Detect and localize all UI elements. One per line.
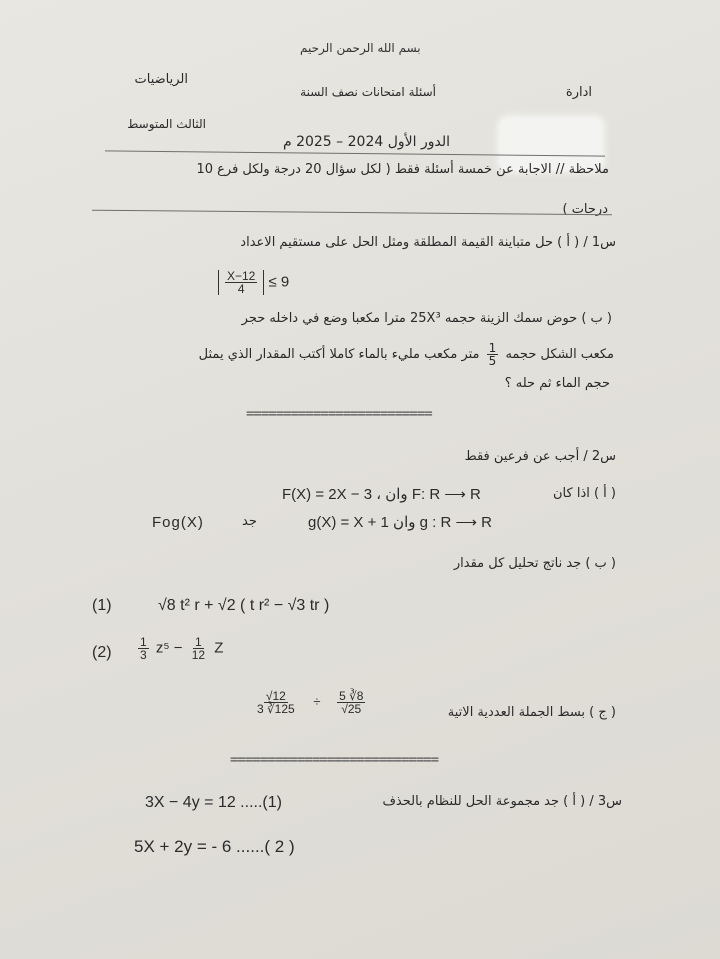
ineq-denominator: 4 — [237, 282, 245, 296]
q2-a-f-definition: F(X) = 2X − 3 ، وان F: R ⟶ R — [282, 486, 481, 503]
exam-title: أسئلة امتحانات نصف السنة — [300, 85, 436, 99]
b2-frac1-den: 3 — [140, 648, 147, 662]
q2-b2-number: (2) — [92, 644, 112, 661]
b2-mid: z⁵ − — [155, 639, 183, 657]
c-num1: √12 — [265, 689, 286, 703]
note-line-1: ملاحظة // الاجابة عن خمسة أسئلة فقط ( لكل سؤال 20 درجة ولكل فرع 10 — [196, 162, 609, 177]
q1-part-b-line1: ( ب ) حوض سمك الزينة حجمه 25X³ مترا مكعبا وضع في داخله حجر — [241, 311, 612, 326]
q2-c-title: ( ج ) بسط الجملة العددية الاتية — [447, 705, 616, 720]
q2-a-label: ( أ ) اذا كان — [553, 486, 616, 501]
c-den2: √25 — [341, 702, 362, 716]
q2-b1-expression — [158, 598, 329, 614]
q3-title: س3 / ( أ ) جد مجموعة الحل للنظام بالحذف — [382, 794, 622, 809]
separator-1: ========================= — [246, 406, 432, 422]
q1-part-a: س1 / ( أ ) حل متباينة القيمة المطلقة ومثل الحل على مستقيم الاعداد — [240, 235, 616, 250]
q2-b-title: ( ب ) جد ناتج تحليل كل مقدار — [453, 556, 616, 571]
subject-label: الرياضيات — [134, 72, 188, 87]
q1-b-line2-pre: مكعب الشكل حجمه — [505, 347, 614, 362]
q1-b-frac-num: 1 — [488, 341, 497, 355]
q2-a-fog: Fog(X) — [152, 514, 204, 531]
ineq-numerator: X−12 — [227, 269, 256, 283]
c-den1: 3 ∛125 — [257, 702, 295, 716]
admin-label: ادارة — [565, 85, 592, 100]
q2-title: س2 / أجب عن فرعين فقط — [464, 449, 616, 464]
ineq-rhs: ≤ 9 — [268, 273, 290, 291]
q2-c-expression — [252, 690, 368, 715]
grade-label: الثالث المتوسط — [127, 117, 206, 131]
q1-part-b-line2 — [124, 342, 614, 367]
q2-b1-sqrt8: √8 — [158, 597, 176, 614]
q1-b-line2-post: متر مكعب مليء بالماء كاملا أكتب المقدار الذي يمثل — [198, 347, 480, 362]
q1-part-b-line3: حجم الماء ثم حله ؟ — [504, 376, 610, 391]
q1-b-frac-den: 5 — [488, 354, 497, 368]
b2-frac2-num: 1 — [195, 635, 202, 649]
basmala: بسم الله الرحمن الرحيم — [300, 41, 421, 55]
q2-b2-expression — [135, 636, 223, 661]
c-num2: 5 ∛8 — [339, 689, 364, 703]
c-divide: ÷ — [313, 693, 321, 709]
b2-end: Z — [214, 639, 224, 657]
q2-a-find-label: جد — [242, 514, 257, 529]
q2-a-g-definition: g(X) = X + 1 وان g : R ⟶ R — [308, 514, 493, 531]
q3-equation-2: 5X + 2y = - 6 ......( 2 ) — [134, 837, 295, 856]
q2-b1-number: (1) — [92, 597, 112, 614]
session-label: الدور الأول 2024 – 2025 م — [282, 134, 450, 150]
b2-frac2-den: 12 — [191, 648, 206, 662]
q1-inequality — [218, 270, 289, 295]
separator-2: ============================ — [230, 752, 439, 768]
q3-equation-1: 3X − 4y = 12 .....(1) — [145, 794, 282, 811]
note-line-2: درجات ) — [562, 202, 608, 217]
q2-b1-rest: t² r + √2 ( t r² − √3 tr ) — [180, 597, 330, 614]
b2-frac1-num: 1 — [140, 635, 147, 649]
